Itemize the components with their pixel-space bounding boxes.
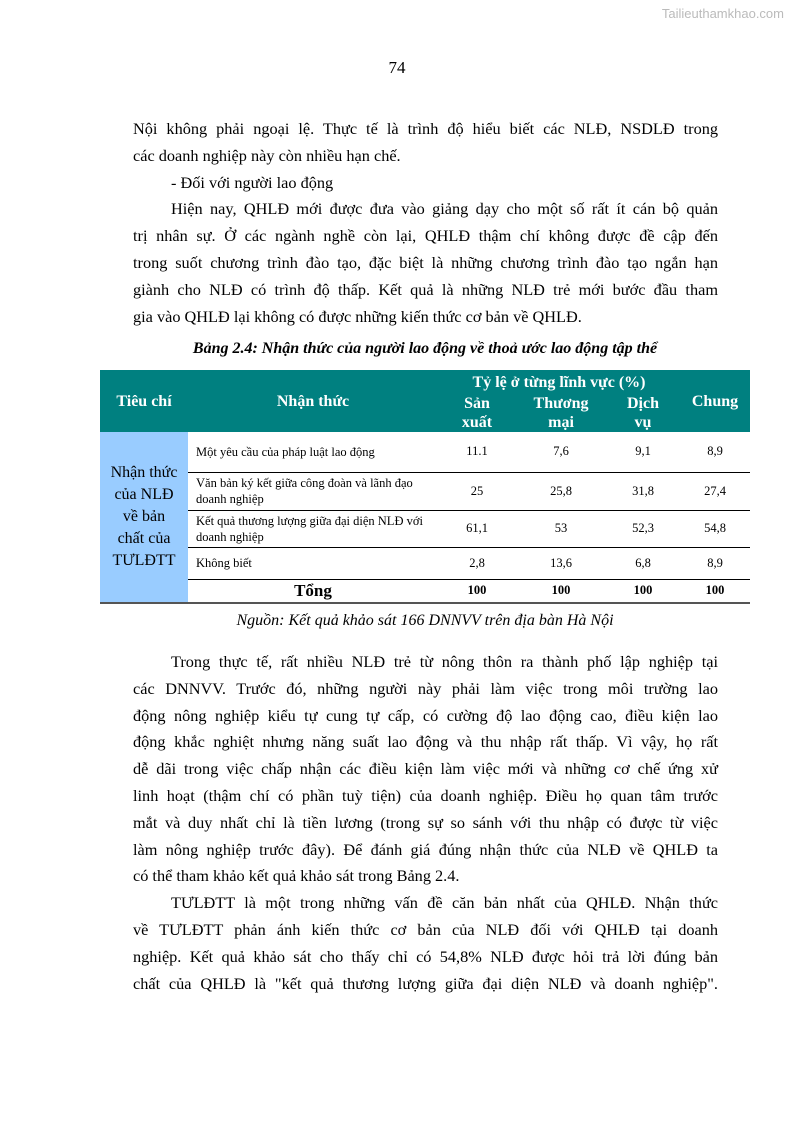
text-line: làm nông nghiệp trước đây). Để đánh giá đúng nhận thức của NLĐ về QHLĐ ta — [133, 839, 718, 859]
text-line: chất của QHLĐ là "kết quả thương lượng giữa đại diện NLĐ và doanh nghiệp". — [133, 973, 718, 993]
value-tm: 13,6 — [516, 547, 606, 579]
text-line: dễ dãi trong việc chấp nhận các điều kiện làm việc mới và những cơ chế ứng xử — [133, 759, 718, 779]
text-line: trị nhân sự. Ở các ngành nghề còn lại, QHLĐ thậm chí không được đề cập đến — [133, 226, 718, 246]
value-tm: 25,8 — [516, 472, 606, 510]
awareness-desc: Không biết — [188, 547, 438, 579]
total-tm: 100 — [516, 579, 606, 603]
text-line: mắt và duy nhất chỉ là tiền lương (trong sự so sánh với thu nhập có được từ việc — [133, 812, 718, 832]
value-sx: 11.1 — [438, 432, 516, 472]
value-c: 54,8 — [680, 510, 750, 547]
header-ratio: Tỷ lệ ở từng lĩnh vực (%) — [438, 370, 680, 394]
header-criteria: Tiêu chí — [100, 370, 188, 432]
awareness-table — [100, 370, 750, 604]
header-general: Chung — [680, 370, 750, 432]
criteria-cell: Nhận thức của NLĐ về bản chất của TƯLĐTT — [100, 432, 188, 603]
text-line: giành cho NLĐ có trình độ thấp. Kết quả là những NLĐ trẻ mới bước đầu tham — [133, 279, 718, 299]
total-dv: 100 — [606, 579, 680, 603]
total-c: 100 — [680, 579, 750, 603]
header-service: Dịch vụ — [606, 394, 680, 432]
page-number: 74 — [388, 58, 406, 77]
text-line: động khắc nghiệt nhưng năng suất lao động và thu nhập rất thấp. Vì vậy, họ rất — [133, 732, 718, 752]
header-production: Sản xuất — [438, 394, 516, 432]
text-line: Nội không phải ngoại lệ. Thực tế là trình độ hiểu biết các NLĐ, NSDLĐ trong — [133, 119, 718, 138]
text-line: TƯLĐTT là một trong những vấn đề căn bản nhất của QHLĐ. Nhận thức — [171, 893, 718, 913]
body-paragraphs — [133, 649, 718, 997]
table-row — [100, 472, 750, 510]
text-line: trong suốt chương trình đào tạo, đặc biệt là những chương trình đào tạo ngắn hạn — [133, 252, 718, 272]
value-dv: 6,8 — [606, 547, 680, 579]
text-line: các doanh nghiệp này còn nhiều hạn chế. — [133, 145, 401, 165]
table-row — [100, 510, 750, 547]
text-line: Trong thực tế, rất nhiều NLĐ trẻ từ nông thôn ra thành phố lập nghiệp tại — [171, 652, 718, 671]
watermark: Tailieuthamkhao.com — [661, 6, 784, 21]
table-source: Nguồn: Kết quả khảo sát 166 DNNVV trên địa bàn Hà Nội — [236, 612, 614, 629]
table-row — [100, 547, 750, 579]
header-awareness: Nhận thức — [188, 370, 438, 432]
value-c: 27,4 — [680, 472, 750, 510]
text-line: - Đối với người lao động — [171, 172, 334, 192]
value-dv: 31,8 — [606, 472, 680, 510]
total-label: Tổng — [188, 579, 438, 603]
text-line: về TƯLĐTT phản ánh kiến thức cơ bản của NLĐ đối với QHLĐ tại doanh — [133, 919, 718, 939]
intro-paragraphs — [133, 116, 718, 330]
text-line: nghiệp. Kết quả khảo sát cho thấy chỉ có 54,8% NLĐ được hỏi trả lời đúng bản — [133, 946, 718, 966]
total-row — [100, 579, 750, 603]
text-line: linh hoạt (thậm chí có phần tuỳ tiện) của doanh nghiệp. Điều họ quan tâm trước — [133, 785, 718, 805]
value-c: 8,9 — [680, 547, 750, 579]
total-sx: 100 — [438, 579, 516, 603]
text-line: Hiện nay, QHLĐ mới được đưa vào giảng dạy cho một số rất ít cán bộ quản — [171, 199, 718, 219]
value-sx: 25 — [438, 472, 516, 510]
value-sx: 2,8 — [438, 547, 516, 579]
header-trade: Thương mại — [516, 394, 606, 432]
awareness-desc: Kết quả thương lượng giữa đại diện NLĐ với doanh nghiệp — [188, 510, 438, 547]
awareness-desc: Văn bản ký kết giữa công đoàn và lãnh đạo doanh nghiệp — [188, 472, 438, 510]
text-line: có thể tham khảo kết quả khảo sát trong Bảng 2.4. — [133, 866, 460, 886]
text-line: động nông nghiệp kiểu tự cung tự cấp, có cường độ lao động cao, điều kiện lao — [133, 705, 718, 725]
text-line: gia vào QHLĐ lại không có được những kiến thức cơ bản về QHLĐ. — [133, 306, 582, 326]
table-row — [100, 432, 750, 472]
value-dv: 9,1 — [606, 432, 680, 472]
text-line: các DNNVV. Trước đó, những người này phải làm việc trong môi trường lao — [133, 678, 718, 698]
awareness-desc: Một yêu cầu của pháp luật lao động — [188, 432, 438, 472]
value-dv: 52,3 — [606, 510, 680, 547]
table-caption: Bảng 2.4: Nhận thức của người lao động về thoả ước lao động tập thể — [192, 340, 658, 357]
value-tm: 53 — [516, 510, 606, 547]
value-sx: 61,1 — [438, 510, 516, 547]
value-c: 8,9 — [680, 432, 750, 472]
value-tm: 7,6 — [516, 432, 606, 472]
